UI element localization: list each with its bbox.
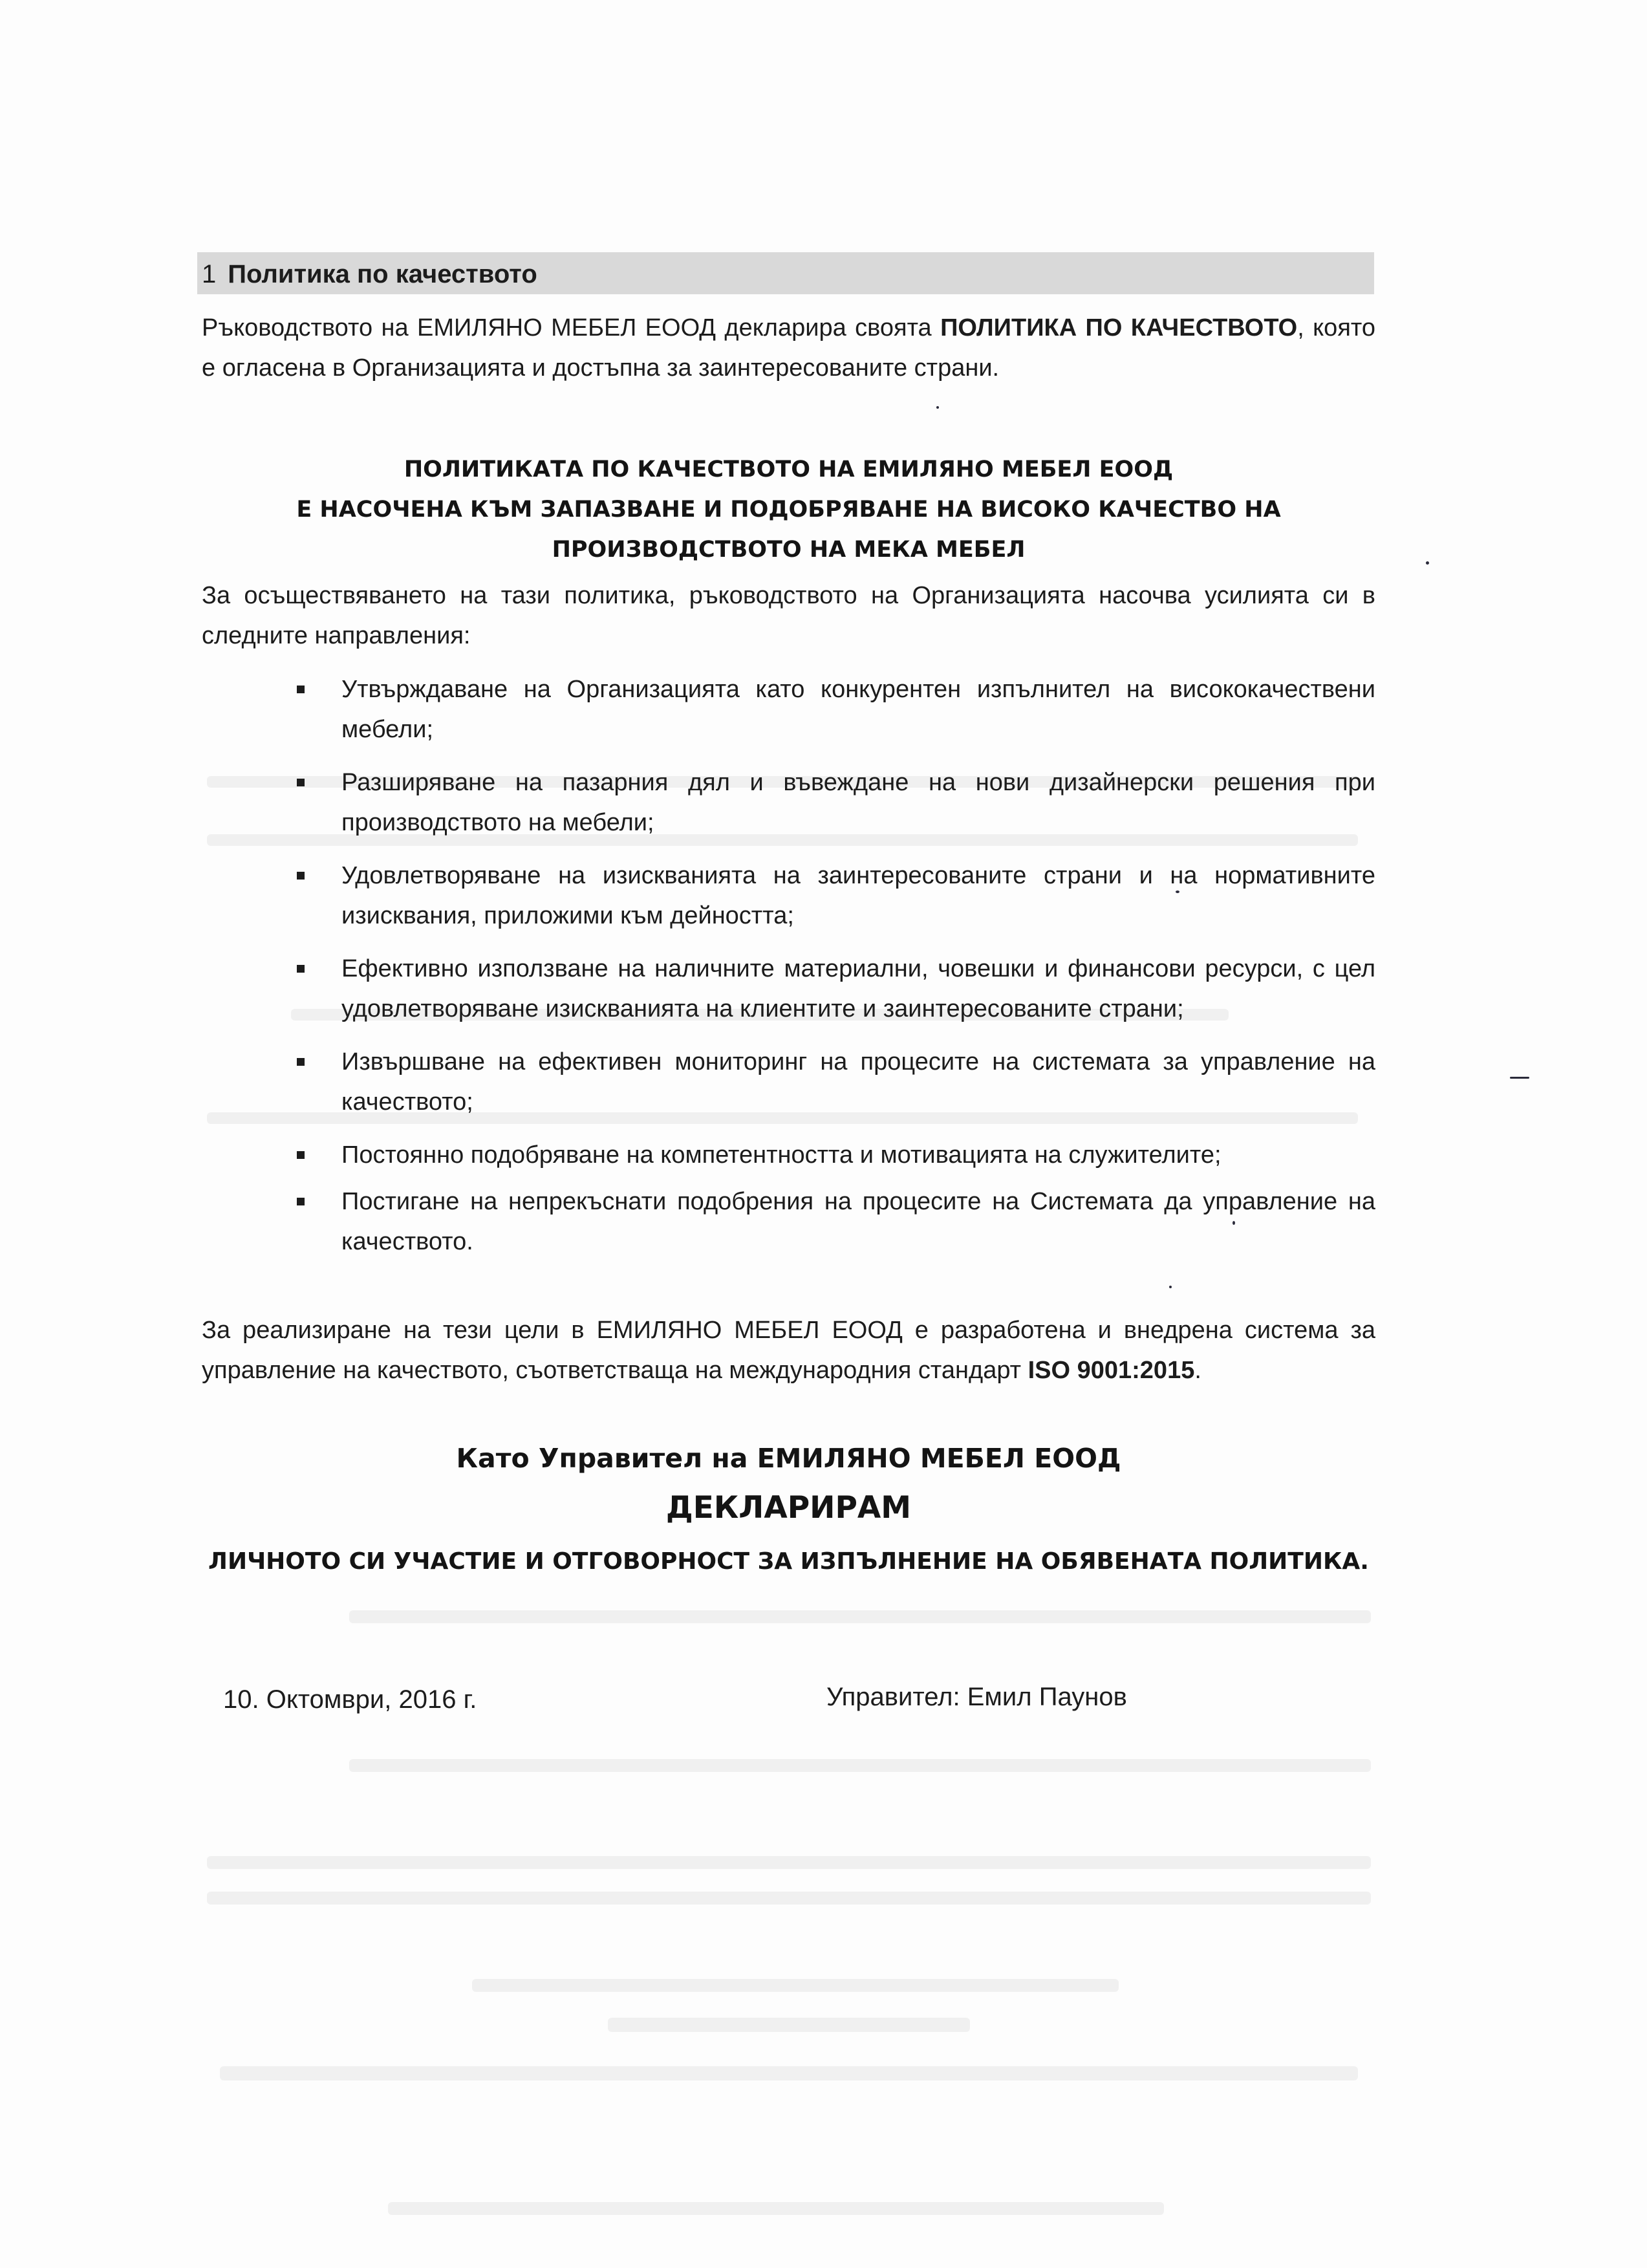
document-date: 10. Октомври, 2016 г. (223, 1685, 477, 1714)
directions-intro-paragraph: За осъществяването на тази политика, ръководството на Организацията насочва усилията си в следните направления: (202, 582, 1375, 649)
bleed-through-mark (207, 1892, 1371, 1905)
list-item (294, 1042, 1375, 1122)
bleed-through-mark (349, 1759, 1371, 1772)
bleed-through-mark (608, 2018, 970, 2032)
list-item-text: Ефективно използване на наличните материални, човешки и финансови ресурси, с цел удовлетворяване изискванията на клиентите и заинтересованите страни; (341, 955, 1375, 1022)
square-bullet-icon (297, 1058, 305, 1066)
implementation-text-2: . (1194, 1357, 1201, 1384)
directions-bullet-list (294, 669, 1375, 1275)
section-title-text: Политика по качеството (228, 260, 537, 288)
scan-speck (936, 406, 939, 409)
intro-paragraph (202, 308, 1375, 388)
bleed-through-mark (220, 2066, 1358, 2080)
intro-bold-policy: ПОЛИТИКА ПО КАЧЕСТВОТО (940, 314, 1298, 341)
declaration-line-2: ДЕКЛАРИРАМ (665, 1490, 912, 1526)
list-item (294, 762, 1375, 843)
list-item (294, 669, 1375, 750)
square-bullet-icon (297, 1198, 305, 1205)
declaration-line-1: Като Управител на ЕМИЛЯНО МЕБЕЛ ЕООД (456, 1443, 1121, 1474)
square-bullet-icon (297, 686, 305, 693)
scan-speck (1510, 1077, 1529, 1079)
bleed-through-mark (207, 1856, 1371, 1869)
square-bullet-icon (297, 779, 305, 786)
list-item (294, 856, 1375, 936)
list-item (294, 949, 1375, 1029)
manager-signature-line: Управител: Емил Паунов (826, 1683, 1127, 1711)
iso-standard-bold: ISO 9001:2015 (1028, 1357, 1195, 1384)
implementation-paragraph (202, 1310, 1375, 1390)
implementation-text-1: За реализиране на тези цели в ЕМИЛЯНО МЕБЕЛ ЕООД е разработена и внедрена система за управление на качеството, съответстваща на международния стандарт (202, 1317, 1375, 1384)
list-item-text: Извършване на ефективен мониторинг на процесите на системата за управление на качеството; (341, 1048, 1375, 1116)
square-bullet-icon (297, 872, 305, 880)
list-item-text: Утвърждаване на Организацията като конкурентен изпълнител на висококачествени мебели; (341, 676, 1375, 743)
scan-speck (1426, 561, 1429, 565)
policy-heading-line-1: ПОЛИТИКАТА ПО КАЧЕСТВОТО НА ЕМИЛЯНО МЕБЕЛ ЕООД (404, 457, 1174, 482)
policy-heading-line-3: ПРОИЗВОДСТВОТО НА МЕКА МЕБЕЛ (552, 537, 1026, 563)
policy-heading (202, 449, 1375, 570)
scan-speck (1169, 1286, 1172, 1288)
intro-text-2: , която е огласена в Организацията и достъпна за заинтересованите страни. (202, 314, 1376, 382)
bleed-through-mark (349, 1610, 1371, 1623)
policy-heading-line-2: Е НАСОЧЕНА КЪМ ЗАПАЗВАНЕ И ПОДОБРЯВАНЕ НА ВИСОКО КАЧЕСТВО НА (296, 497, 1281, 523)
list-item-text: Постоянно подобряване на компетентността и мотивацията на служителите; (341, 1141, 1222, 1169)
list-item-text: Удовлетворяване на изискванията на заинтересованите страни и на нормативните изисквания, приложими към дейността; (341, 862, 1375, 929)
square-bullet-icon (297, 965, 305, 973)
list-item-text: Постигане на непрекъснати подобрения на процесите на Системата да управление на качеството. (341, 1188, 1375, 1255)
intro-text-1: Ръководството на ЕМИЛЯНО МЕБЕЛ ЕООД декларира своята (202, 314, 941, 341)
square-bullet-icon (297, 1151, 305, 1159)
list-item-text: Разширяване на пазарния дял и въвеждане на нови дизайнерски решения при производството на мебели; (341, 769, 1375, 836)
list-item (294, 1135, 1375, 1175)
declaration-line-3: ЛИЧНОТО СИ УЧАСТИЕ И ОТГОВОРНОСТ ЗА ИЗПЪЛНЕНИЕ НА ОБЯВЕНАТА ПОЛИТИКА. (208, 1548, 1369, 1575)
section-title (202, 259, 537, 290)
section-number: 1 (202, 260, 217, 288)
bleed-through-mark (472, 1979, 1119, 1992)
bleed-through-mark (388, 2202, 1164, 2215)
list-item (294, 1182, 1375, 1262)
